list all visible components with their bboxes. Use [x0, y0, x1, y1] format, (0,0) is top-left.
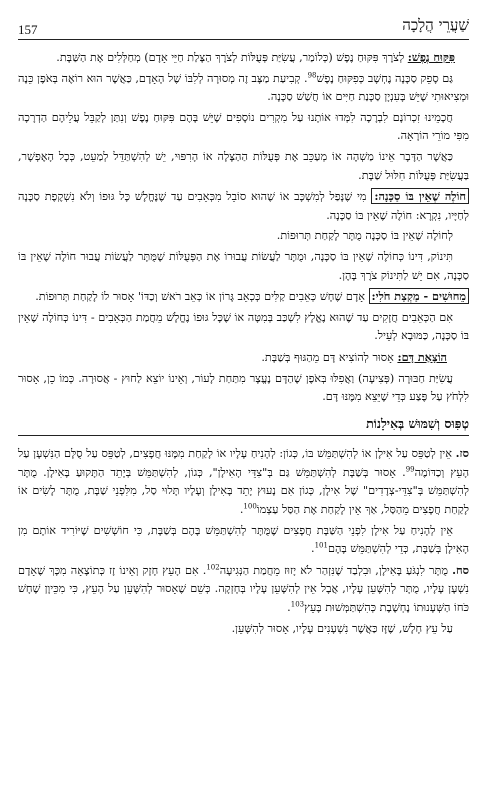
page-number: 157 — [18, 22, 38, 37]
footnote-marker: 99 — [405, 465, 415, 474]
paragraph-text: אִם הַכְּאֵבִים חֲזָקִים עַד שֶׁהוּא נֶאֱלָץ לִשְׁכַּב בְּמִטָּה אוֹ שֶׁכָּל גּוּפוֹ נֶחֱלָשׁ מֵחֲמַת הַכְּאֵבִים - דִּינוֹ כְּחוֹלֶה שֶׁאֵין בּוֹ סַכָּנָה, כַּמּוּבָא לְעֵיל. — [18, 310, 469, 343]
paragraph — [18, 370, 469, 407]
running-title: שַׁעֲרֵי הֲלָכָה — [402, 16, 469, 34]
paragraph — [18, 522, 469, 559]
term-heading: הוֹצָאַת דָּם: — [397, 349, 447, 364]
paragraph-text: חֲכָמֵינוּ זִכְרוֹנָם לִבְרָכָה לִמְּדוּ אוֹתָנוּ עַל מִקְרִים נוֹסָפִים שֶׁיֵּשׁ בָּהֶם פִּקּוּחַ נֶפֶשׁ וְנִתַּן לְקַבֵּל עֲלֵיהֶם הַדְרָכָה מִפִּי מוֹרֵי הוֹרָאָה. — [18, 110, 469, 143]
paragraph — [18, 309, 469, 346]
header-rule — [18, 39, 469, 40]
item-text: מֻתָּר לִנְגֹּעַ בָּאִילָן, וּבִלְבַד שֶׁנִּזְהַר לֹא יָזוּז מֵחֲמַת הַנְּגִיעָה — [219, 563, 449, 577]
paragraph — [18, 48, 469, 68]
numbered-item — [18, 561, 469, 618]
paragraph — [18, 109, 469, 146]
footnote-marker: 102 — [206, 563, 220, 572]
paragraph-text: כַּאֲשֶׁר הַדָּבָר אֵינוֹ מַשְׁהֶה אוֹ מְעַכֵּב אֶת פְּעֻלּוֹת הַהַצָּלָה אוֹ הָרִפּוּי, יֵשׁ לְהִשְׁתַּדֵּל לְמַעֵט, כְּכָל הָאֶפְשָׁר, בַּעֲשִׂיַּת פְּעֻלּוֹת חִלּוּל שַׁבָּת. — [18, 149, 469, 182]
paragraph — [18, 148, 469, 185]
footnote-marker: 98 — [307, 70, 317, 79]
item-number: סח. — [452, 562, 470, 577]
paragraph-text: אָדָם שֶׁחָשׁ כְּאֵבִים קַלִּים כְּכְאֵב גָּרוֹן אוֹ כְּאֵב רֹאשׁ וְכַדּוֹ' אָסוּר לוֹ לָקַחַת תְּרוּפוֹת. — [35, 290, 365, 304]
paragraph-text: לְצֹרֶךְ פִּקּוּחַ נֶפֶשׁ (כְּלוֹמַר, עֲשִׂיַּת פְּעֻלּוֹת לְצֹרֶךְ הַצָּלַת חַיֵּי אָדָם) מְחַלְּלִים אֶת הַשַּׁבָּת. — [56, 51, 405, 64]
item-text: . — [239, 503, 244, 517]
paragraph-text: אֵין לְהָנִיחַ עַל אִילָן לִפְנֵי הַשַּׁבָּת חֲפָצִים שֶׁמֻּתָּר לְהִשְׁתַּמֵּשׁ בָּהֶם בְּשַׁבָּת, כִּי חוֹשְׁשִׁים שֶׁיּוֹרִיד אוֹתָם מִן הָאִילָן בְּשַׁבָּת, כְּדֵי לְהִשְׁתַּמֵּשׁ בָּהֶם — [18, 523, 469, 556]
page-body — [18, 48, 469, 640]
paragraph — [18, 248, 469, 285]
paragraph-text: . קְבִיעַת מַצָּב זֶה מְסוּרָה לְלִבּוֹ שֶׁל הָאָדָם, כַּאֲשֶׁר הוּא רוֹאֶה בְּאֹפֶן כֵּנֶה וּמְצִיאוּתִי שֶׁיֵּשׁ בָּעִנְיָן סַכָּנַת חַיִּים אוֹ חֲשַׁשׁ סַכָּנָה. — [18, 71, 469, 104]
paragraph-text: עֲשִׂיַּת חַבּוּרָה (פְּצִיעָה) וַאֲפִלּוּ בְּאֹפֶן שֶׁהַדָּם נֶעֱצָר מִתַּחַת לָעוֹר, וְאֵינוֹ יוֹצֵא לַחוּץ - אֲסוּרָה. כְּמוֹ כֵן, אָסוּר לִלְחֹץ עַל פֶּצַע כְּדֵי שֶׁיֵּצֵא מִמֶּנּוּ דָּם. — [18, 371, 469, 404]
paragraph — [18, 70, 469, 107]
item-text: אֵין לְטַפֵּס עַל אִילָן אוֹ לְהִשְׁתַּמֵּשׁ בּוֹ, כְּגוֹן: לְהָנִיחַ עָלָיו אוֹ לָקַחַת מִמֶּנּוּ חֲפָצִים, לְטַפֵּס עַל סֻלָּם הַנִּשְׁעָן עַל הָעֵץ וְכַדּוֹמֶה — [18, 447, 470, 479]
paragraph-text: לְחוֹלֶה שֶׁאֵין בּוֹ סַכָּנָה מֻתָּר לָקַחַת תְּרוּפוֹת. — [276, 229, 453, 243]
paragraph-text: אָסוּר לְהוֹצִיא דָּם מֵהַגּוּף בְּשַׁבָּת. — [261, 350, 394, 364]
paragraph-text: . — [311, 542, 315, 556]
paragraph-text: מִי שֶׁנָּפַל לְמִשְׁכָּב אוֹ שֶׁהוּא סוֹבֵל מִכְּאֵבִים עַד שֶׁנֶּחֱלָשׁ כָּל גּוּפוֹ וְלֹא נִשְׁקֶפֶת סַכָּנָה לְחַיָּיו, נִקְרָא: חוֹלֶה שֶׁאֵין בּוֹ סַכָּנָה. — [18, 190, 469, 222]
numbered-item — [18, 444, 469, 519]
paragraph-text: תִּינוֹק, דִּינוֹ כְּחוֹלֶה שֶׁאֵין בּוֹ סַכָּנָה, וּמֻתָּר לַעֲשׂוֹת עֲבוּרוֹ אֶת הַפְּעֻלּוֹת שֶׁמֻּתָּר לַעֲשׂוֹת עֲבוּר חוֹלֶה שֶׁאֵין בּוֹ סַכָּנָה, אִם יֵשׁ לַתִּינוֹק צֹרֶךְ בָּהֶן. — [18, 249, 469, 282]
term-heading: חוֹלֶה שֶׁאֵין בּוֹ סַכָּנָה: — [371, 188, 469, 204]
paragraph-text: עַל עֵץ חָלָשׁ, שֶׁזָּז כַּאֲשֶׁר נִשְׁעָנִים עָלָיו, אָסוּר לְהִשָּׁעֵן. — [231, 621, 453, 635]
term-heading: פִּקּוּחַ נֶפֶשׁ: — [407, 50, 455, 64]
paragraph — [18, 620, 469, 639]
item-number: סז. — [455, 446, 469, 461]
section-rule — [18, 435, 469, 436]
paragraph — [18, 227, 469, 246]
footnote-marker: 100 — [243, 502, 257, 511]
footnote-marker: 103 — [290, 600, 305, 609]
footnote-marker: 101 — [314, 541, 328, 550]
paragraph — [18, 187, 469, 225]
section-title: טְפִּוּס וְשִׁמּוּשׁ בְּאִילָנוֹת — [366, 415, 469, 431]
page-header — [18, 10, 469, 40]
paragraph — [18, 348, 469, 368]
term-heading: מֵחוּשִׁים - מַקְצַת חֹלִי: — [369, 288, 470, 304]
item-text: . — [287, 601, 291, 615]
item-text: . אָסוּר בְּשַׁבָּת לְהִשְׁתַּמֵּשׁ גַּם בְּ"צִדֵּי הָאִילָן", כְּגוֹן, לְהִשְׁתַּמֵּשׁ בְּיָתֵד הַתָּקוּעַ בָּאִילָן. מֻתָּר לְהִשְׁתַּמֵּשׁ בְּ"צִדֵּי-צְדָדִים" שֶׁל אִילָן, כְּגוֹן אִם נָעוּץ יָתֵד בָּאִילָן וְעָלָיו תָּלוּי סַל, מִלִּפְנֵי שַׁבָּת, מֻתָּר לָשִׂים אוֹ לָקַחַת חֲפָצִים מֵהַסַּל, אַךְ אֵין לָקַחַת אֶת הַסַּל עַצְמוֹ — [18, 465, 469, 517]
paragraph — [18, 287, 469, 307]
item-text: . אִם הָעֵץ חָזָק וְאֵינוֹ זָז כְּתוֹצָאָה מִכָּךְ שֶׁאָדָם נִשְׁעָן עָלָיו, מֻתָּר לְהִשָּׁעֵן עָלָיו, אֲבָל אֵין לְהִשָּׁעֵן עָלָיו בְּחָזְקָה. כְּשֵׁם שֶׁאָסוּר לְהִשָּׁעֵן עַל הָעֵץ, כִּי מִכֵּיוָן שֶׁחָשׁ כֹּחוֹ הַשְּׁעָנוּתוֹ נֶחְשֶׁבֶת כְּהִשְׁתַּמְּשׁוּת בָּעֵץ — [18, 563, 469, 615]
paragraph-text: גַּם סָפֵק סַכָּנָה נֶחְשָׁב כְּפִקּוּחַ נֶפֶשׁ — [316, 71, 453, 85]
